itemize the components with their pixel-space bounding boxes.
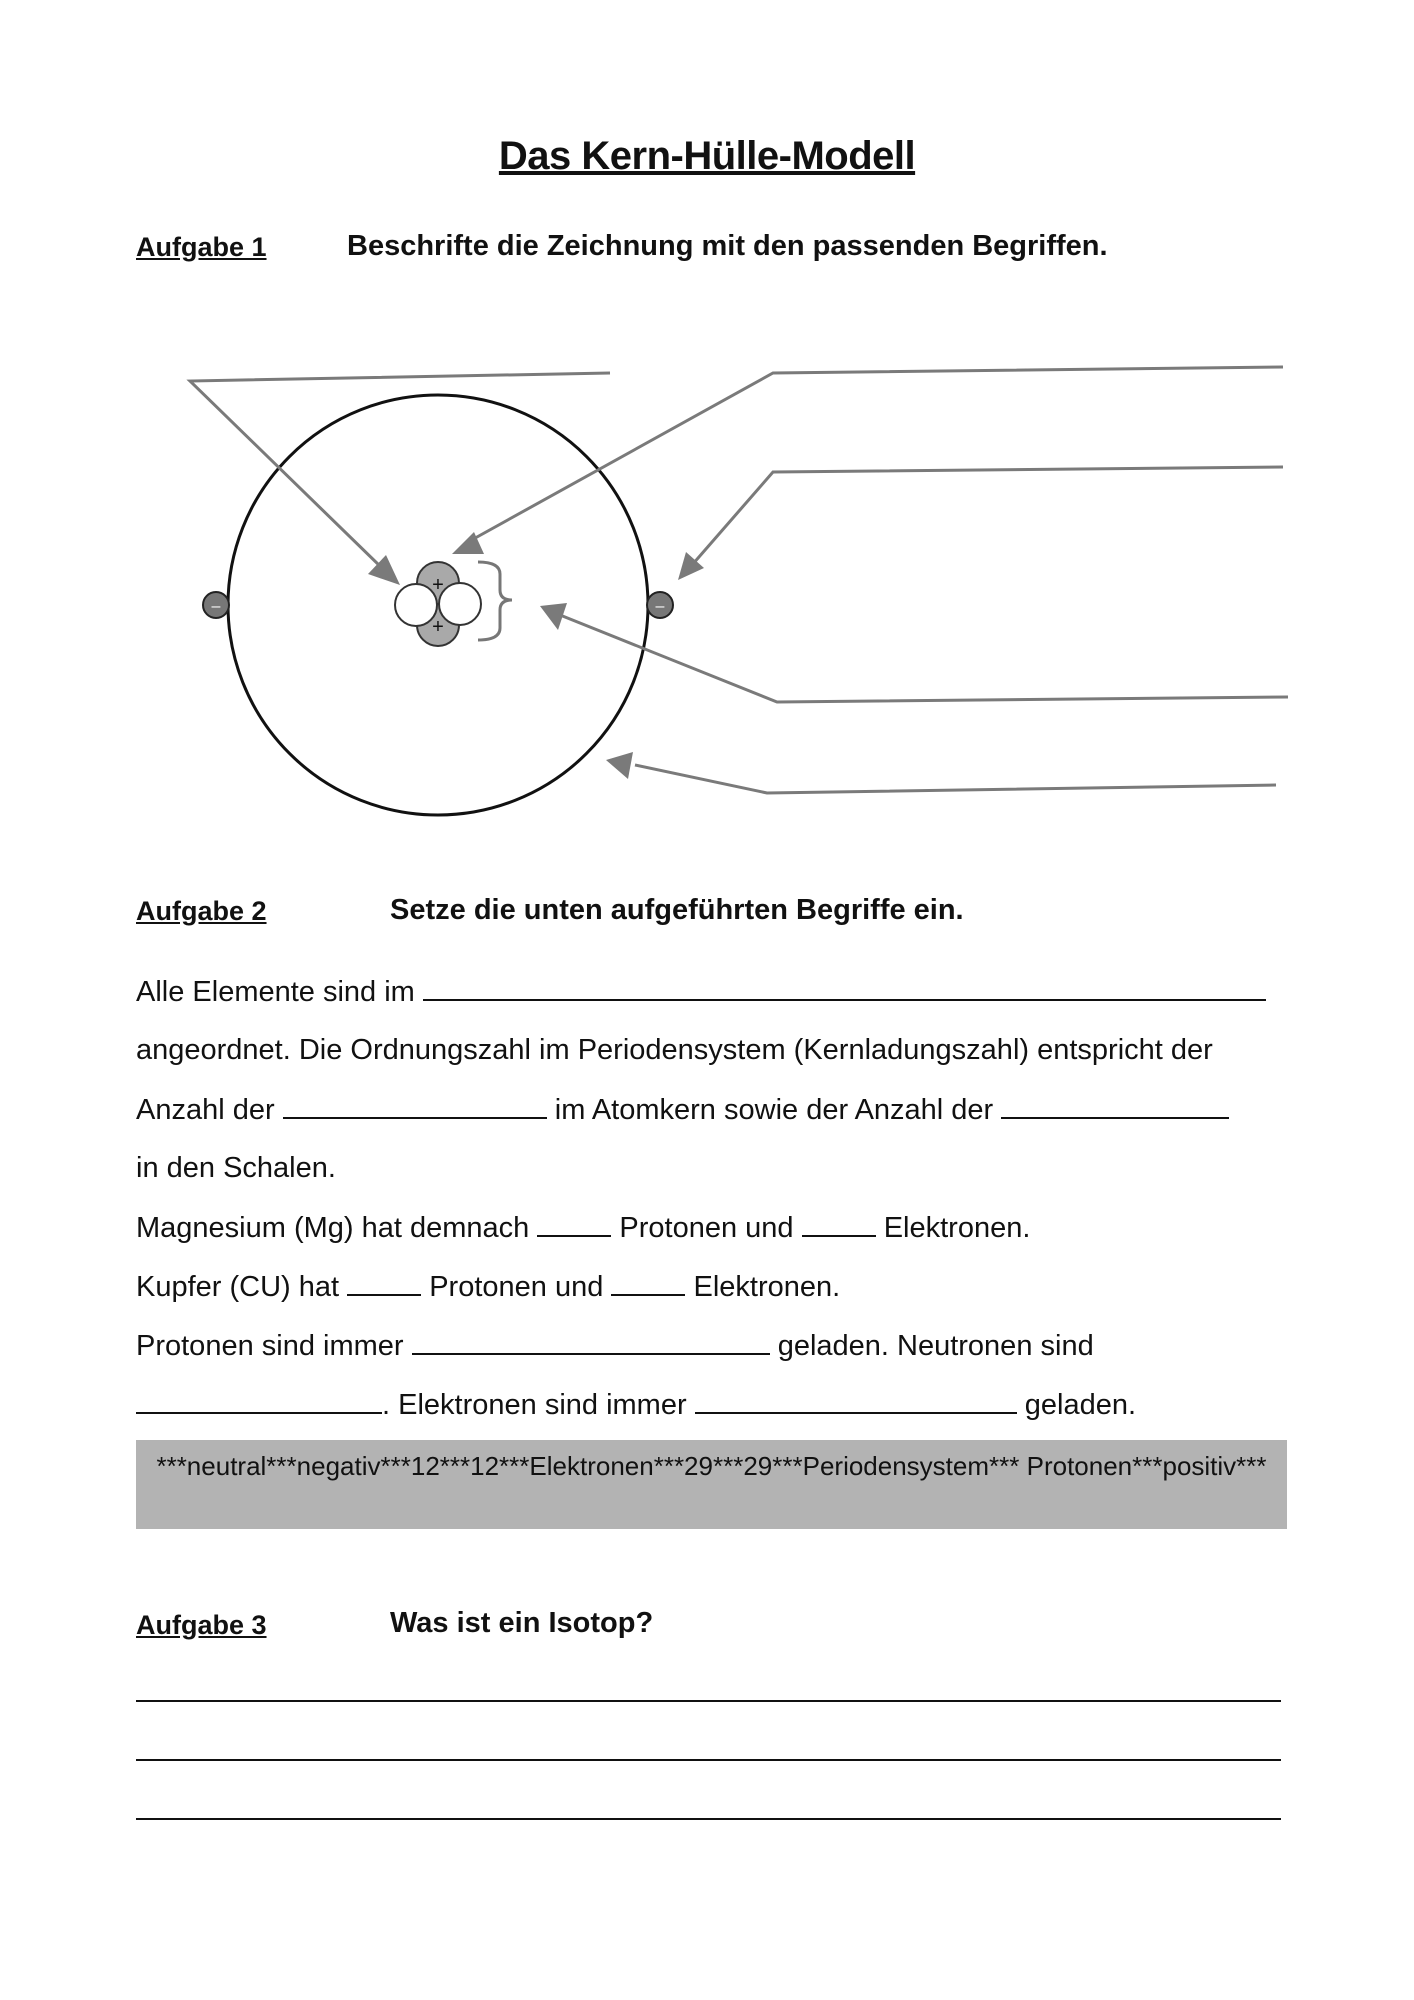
answer-line-3[interactable] <box>136 1818 1281 1820</box>
page-title: Das Kern-Hülle-Modell <box>498 134 916 178</box>
answer-line-2[interactable] <box>136 1759 1281 1761</box>
task2-line-4: in den Schalen. <box>136 1152 336 1184</box>
pointer-line-shell <box>635 765 1276 793</box>
text-segment: Anzahl der <box>136 1094 275 1126</box>
answer-line-1[interactable] <box>136 1700 1281 1702</box>
pointer-line-proton <box>468 367 1283 542</box>
electron-right <box>647 592 673 618</box>
atom-diagram <box>0 0 1414 900</box>
task2-line-6 <box>136 1270 840 1304</box>
pointer-line-nucleus <box>560 615 1288 702</box>
task2-line-7 <box>136 1329 1094 1363</box>
fill-in-blank-periodensystem[interactable] <box>423 975 1266 1001</box>
proton-top-symbol: + <box>432 574 444 596</box>
fill-in-blank-cu-protonen[interactable] <box>347 1270 421 1296</box>
neutron-right <box>439 583 481 625</box>
text-segment: Protonen und <box>619 1212 794 1244</box>
task3-label: Aufgabe 3 <box>136 1610 267 1640</box>
fill-in-blank-mg-protonen[interactable] <box>537 1211 611 1237</box>
nucleus-bracket <box>478 562 512 640</box>
task3-question: Was ist ein Isotop? <box>390 1607 654 1639</box>
task2-line-5 <box>136 1211 1030 1245</box>
task2-instruction: Setze die unten aufgeführten Begriffe ein. <box>390 894 964 926</box>
fill-in-blank-mg-elektronen[interactable] <box>802 1211 876 1237</box>
fill-in-blank-proton-ladung[interactable] <box>412 1329 770 1355</box>
text-segment: geladen. <box>1024 1389 1137 1421</box>
text-segment: Protonen und <box>429 1271 604 1303</box>
electron-left <box>203 592 229 618</box>
fill-in-blank-protonen[interactable] <box>283 1093 547 1119</box>
fill-in-blank-neutron-ladung[interactable] <box>136 1388 382 1414</box>
text-segment: Protonen sind immer <box>136 1330 404 1362</box>
atomic-nucleus <box>395 562 481 646</box>
text-segment: geladen. Neutronen sind <box>777 1330 1094 1362</box>
task1-label: Aufgabe 1 <box>136 232 267 262</box>
fill-in-blank-cu-elektronen[interactable] <box>611 1270 685 1296</box>
text-segment: Alle Elemente sind im <box>136 976 415 1008</box>
text-segment: Elektronen. <box>693 1271 841 1303</box>
text-segment: Kupfer (CU) hat <box>136 1271 340 1303</box>
task2-label: Aufgabe 2 <box>136 896 267 926</box>
text-segment: im Atomkern sowie der Anzahl der <box>554 1094 994 1126</box>
text-segment: Elektronen. <box>883 1212 1031 1244</box>
word-bank: ***neutral***negativ***12***12***Elektronen***29***29***Periodensystem*** Protonen***positiv*** <box>136 1440 1287 1529</box>
task2-line-1 <box>136 975 1266 1009</box>
arrowhead-shell <box>606 752 633 779</box>
text-segment: . Elektronen sind immer <box>382 1389 687 1421</box>
fill-in-blank-elektronen[interactable] <box>1001 1093 1229 1119</box>
pointer-line-neutron <box>190 373 610 568</box>
pointer-line-electron <box>692 467 1283 565</box>
neutron-left <box>395 584 437 626</box>
text-segment: Magnesium (Mg) hat demnach <box>136 1212 530 1244</box>
proton-bottom-symbol: + <box>432 616 444 638</box>
task1-instruction: Beschrifte die Zeichnung mit den passenden Begriffen. <box>347 230 1108 262</box>
electron-right-symbol: – <box>655 598 665 615</box>
task2-line-2: angeordnet. Die Ordnungszahl im Periodensystem (Kernladungszahl) entspricht der <box>136 1034 1213 1066</box>
fill-in-blank-elektron-ladung[interactable] <box>695 1388 1017 1414</box>
task2-line-3 <box>136 1093 1229 1127</box>
electron-left-symbol: – <box>211 598 221 615</box>
task2-line-8 <box>136 1388 1136 1422</box>
